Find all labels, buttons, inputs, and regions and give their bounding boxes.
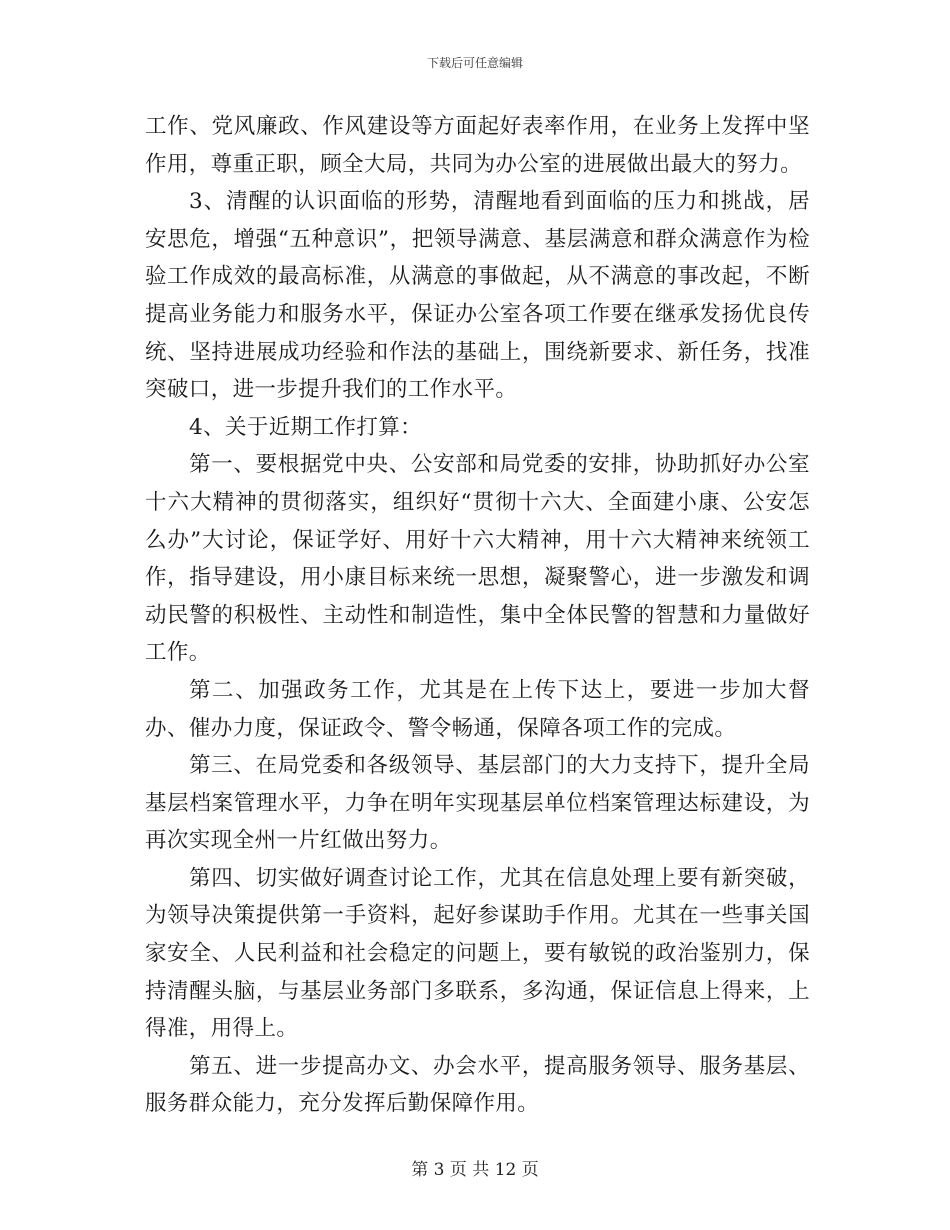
document-body	[145, 108, 810, 1123]
paragraph-fourth: 第四、切实做好调查讨论工作，尤其在信息处理上要有新突破，为领导决策提供第一手资料，起好参谋助手作用。尤其在一些事关国家安全、人民利益和社会稳定的问题上，要有敏锐的政治鉴别力，保持清醒头脑，与基层业务部门多联系，多沟通，保证信息上得来，上得准，用得上。	[145, 865, 810, 1042]
paragraph-third: 第三、在局党委和各级领导、基层部门的大力支持下，提升全局基层档案管理水平，力争在明年实现基层单位档案管理达标建设，为再次实现全州一片红做出努力。	[145, 753, 810, 854]
paragraph-item-4-heading: 4、关于近期工作打算：	[189, 414, 423, 440]
paragraph-continuation: 工作、党风廉政、作风建设等方面起好表率作用，在业务上发挥中坚作用，尊重正职，顾全大局，共同为办公室的进展做出最大的努力。	[145, 114, 810, 177]
paragraph-item-3: 3、清醒的认识面临的形势，清醒地看到面临的压力和挑战，居安思危，增强“五种意识”，把领导满意、基层满意和群众满意作为检验工作成效的最高标准，从满意的事做起，从不满意的事改起，不断提高业务能力和服务水平，保证办公室各项工作要在继承发扬优良传统、坚持进展成功经验和作法的基础上，围绕新要求、新任务，找准突破口，进一步提升我们的工作水平。	[145, 189, 810, 403]
page-header: 下载后可任意编辑	[426, 56, 523, 70]
page-number-footer: 第 3 页 共 12 页	[411, 1160, 539, 1180]
paragraph-first: 第一、要根据党中央、公安部和局党委的安排，协助抓好办公室十六大精神的贯彻落实，组织好“贯彻十六大、全面建小康、公安怎么办”大讨论，保证学好、用好十六大精神，用十六大精神来统领工作，指导建设，用小康目标来统一思想，凝聚警心，进一步激发和调动民警的积极性、主动性和制造性，集中全体民警的智慧和力量做好工作。	[145, 452, 810, 666]
paragraph-second: 第二、加强政务工作，尤其是在上传下达上，要进一步加大督办、催办力度，保证政令、警令畅通，保障各项工作的完成。	[145, 677, 810, 741]
paragraph-fifth: 第五、进一步提高办文、办会水平，提高服务领导、服务基层、服务群众能力，充分发挥后勤保障作用。	[145, 1053, 810, 1117]
